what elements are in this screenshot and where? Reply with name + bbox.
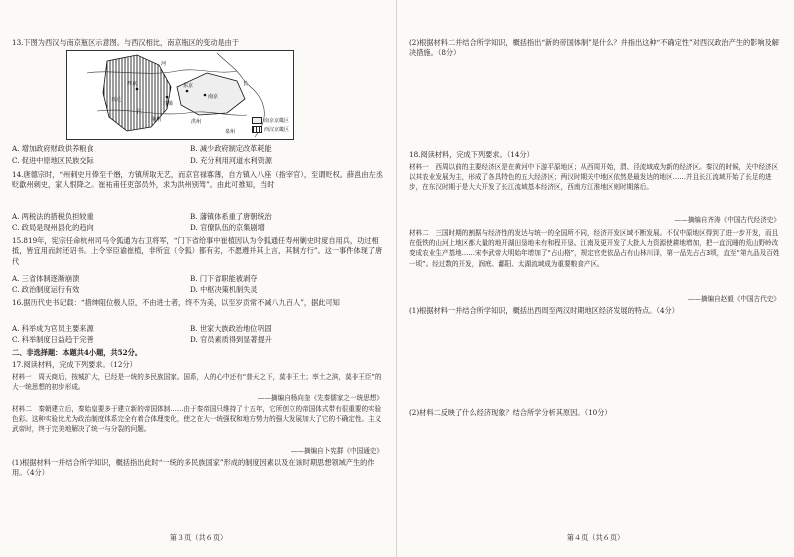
legend-nanjing: 南京京畿区 (252, 117, 289, 125)
map-label-he: 河 (161, 61, 167, 67)
q15-option-c[interactable]: C. 政治制度运行有效 (12, 285, 80, 294)
map-label-bianliang: 汴梁 (163, 101, 174, 107)
q16-option-b[interactable]: B. 世家大族政治地位巩固 (190, 324, 272, 333)
q18-citation-2: ——摘编自赵毅《中国古代史》 (687, 295, 780, 303)
q17-sub-question-2: (2)根据材料二并结合所学知识，概括指出“新的帝国体制”是什么？并指出这种“不确定性”对西汉政治产生的影响及解决措施。（8分） (409, 38, 779, 58)
q17-sub-question-1: (1)根据材料一并结合所学知识，概括指出此时“一统的多民族国家”形成的制度因素以及在该时期思想领域产生的作用。（4分） (12, 458, 375, 478)
q13-option-d[interactable]: D. 充分利用河道水利资源 (190, 156, 272, 165)
q17-citation-1: ——摘编自杨向奎《先秦儒家之一统思想》 (257, 394, 383, 402)
legend-xihan: 西汉京畿区 (252, 126, 289, 134)
q18-sub-question-1: (1)根据材料一并结合所学知识，概括出西周至两汉时期地区经济发展的特点。（4分） (409, 306, 679, 315)
q13-option-c[interactable]: C. 促进中原地区民族交际 (12, 156, 94, 165)
q18-sub-question-2: (2)材料二反映了什么经济现象？结合所学分析其原因。（10分） (409, 408, 612, 417)
q15-option-b[interactable]: B. 门下省职能被剥夺 (190, 274, 258, 283)
q13-stem: 13.下图为西汉与南京瓶区示意图。与西汉相比，南京瓶区的变动是由于 (12, 38, 240, 47)
q18-citation-1: ——摘编自齐涛《中国古代经济史》 (674, 216, 780, 224)
q16-option-c[interactable]: C. 科举制度日益趋于完善 (12, 335, 94, 344)
q17-stem: 17.阅读材料，完成下列要求。（12分） (12, 360, 137, 369)
q18-stem: 18.阅读材料，完成下列要求。（14分） (409, 150, 534, 159)
q15-option-d[interactable]: D. 中枢决策机制失灵 (190, 285, 258, 294)
q17-material-1: 材料一 周天商后，按城扩大，已经是一统的多民族国家。国系，人的心中还有“普天之下，莫非王土；率土之滨，莫非王臣”的大一统思想的初步形成。 (12, 373, 382, 392)
map-label-quanzhou: 泉州 (225, 129, 236, 135)
page-footer-3: 第３页（共６页） (169, 533, 228, 542)
page-4 (397, 0, 794, 557)
map-label-jingzhou: 荆州 (151, 117, 162, 123)
map-label-chang: 长 (243, 81, 249, 87)
map-label-xijing: 西京 (127, 81, 138, 87)
q16-option-d[interactable]: D. 官员素质得到显著提升 (190, 335, 272, 344)
q18-material-1: 材料一 西周以前的主要经济区是在黄河中下游平原地区；从西周开始，渭、泾流域成为新的经济区。秦汉的时候，关中经济区以其农业发展为主，形成了各具特色的五大经济区；两汉时期关中地区依然是最发达的地区……并且长江流域开始了长足的进步，在东汉时期于是大大开发了长江流域基本经济区，西南方江淮地区则时期落后。 (409, 163, 779, 192)
q14-option-c[interactable]: C. 政局是现州县化的趋向 (12, 223, 94, 232)
q14-option-d[interactable]: D. 官僚队伍的京集剧增 (190, 223, 265, 232)
q15-option-a[interactable]: A. 三省体制逐渐崩溃 (12, 274, 80, 283)
q18-material-2: 材料二 三国时期的割据与经济性的发达与统一的全国所不同，经济开发区域不断发展。不仅中原地区得到了进一步开发，而且在低铁的山河上地区都大量的地开湖田垦地未有和程开垦。江南及更开发了大批人力资源使耕地增加，把一直沉睡的荒山野岭改变成农业生产基地……宋李武帝大明始年增加了“占山格”，规定官吏依品占有山林川泽，第一品先占占3顷，直至“第九品及百姓一顷”。经过数的开发，润庭、鄱阳、太湖流域成为重要粮食产区。 (409, 229, 780, 268)
map-label-hongzhou: 洪州 (191, 119, 202, 125)
section-2-heading: 二、非选择题：本题共4小题，共52分。 (12, 348, 143, 357)
q13-option-b[interactable]: B. 减少政府制定改革耗能 (190, 144, 272, 153)
q13-map (66, 50, 294, 140)
q16-option-a[interactable]: A. 科举成为官员主要来源 (12, 324, 94, 333)
map-label-jiang: 江 (137, 109, 143, 115)
map-label-dongjing: 东京 (183, 83, 194, 89)
page-footer-4: 第４页（共６页） (566, 533, 625, 542)
q13-option-a[interactable]: A. 增加政府财政供养粮食 (12, 144, 94, 153)
map-label-nanjing: 南京 (208, 94, 219, 100)
q16-stem: 16.据历代史书记载：“措绅阻位极人臣，不由进士者，终不为美，以至岁贡常不减八九百人”，据此可知 (12, 298, 340, 307)
q15-stem: 15.819年，宪宗任命杭州司马令狐通为右卫将军，“门下省给事中崔植因认为令狐通任寿州剿史时度自用兵，功过相抵，皆宜用而封还诏书。上令宰臣谕崔植，非所宜（令狐）都有劣，不愿遵并其上言，其制方行”。这一事件体现了唐代 (12, 236, 383, 266)
q17-citation-2: ——摘编自卜宪群《中国通史》 (290, 447, 383, 455)
q14-stem: 14.唐德宗时，“州刺史月俸至千缗，方镇所取无艺，而京官禄寡薄，自方镇入八座（指宰官），至谓贬权。薛邕由左丞贬歙州刺史，家人恨降之。崔祐甫任吏部员外，求为洪州别驾”。由此可推知，当时 (12, 170, 383, 190)
map-label-xingyuan: 兴元 (111, 97, 122, 103)
q14-option-b[interactable]: B. 藩镇体系重了唐朝统治 (190, 212, 272, 221)
q14-option-a[interactable]: A. 两税法的措税负担较重 (12, 212, 94, 221)
q17-material-2: 材料二 秦朝建立后，秦始皇要多于建立新的帝国体制……由于秦帝国只维持了十五年，它所创立的帝国体式带有很重要的实验色彩。这种实验比尤为政治制度体系完全有着合体理变化，使之在大一统强权和地方势力的强大发展加大了它的不确定性。主义武帝时，终于完美地解决了统一与分裂的问题。 (12, 405, 382, 434)
